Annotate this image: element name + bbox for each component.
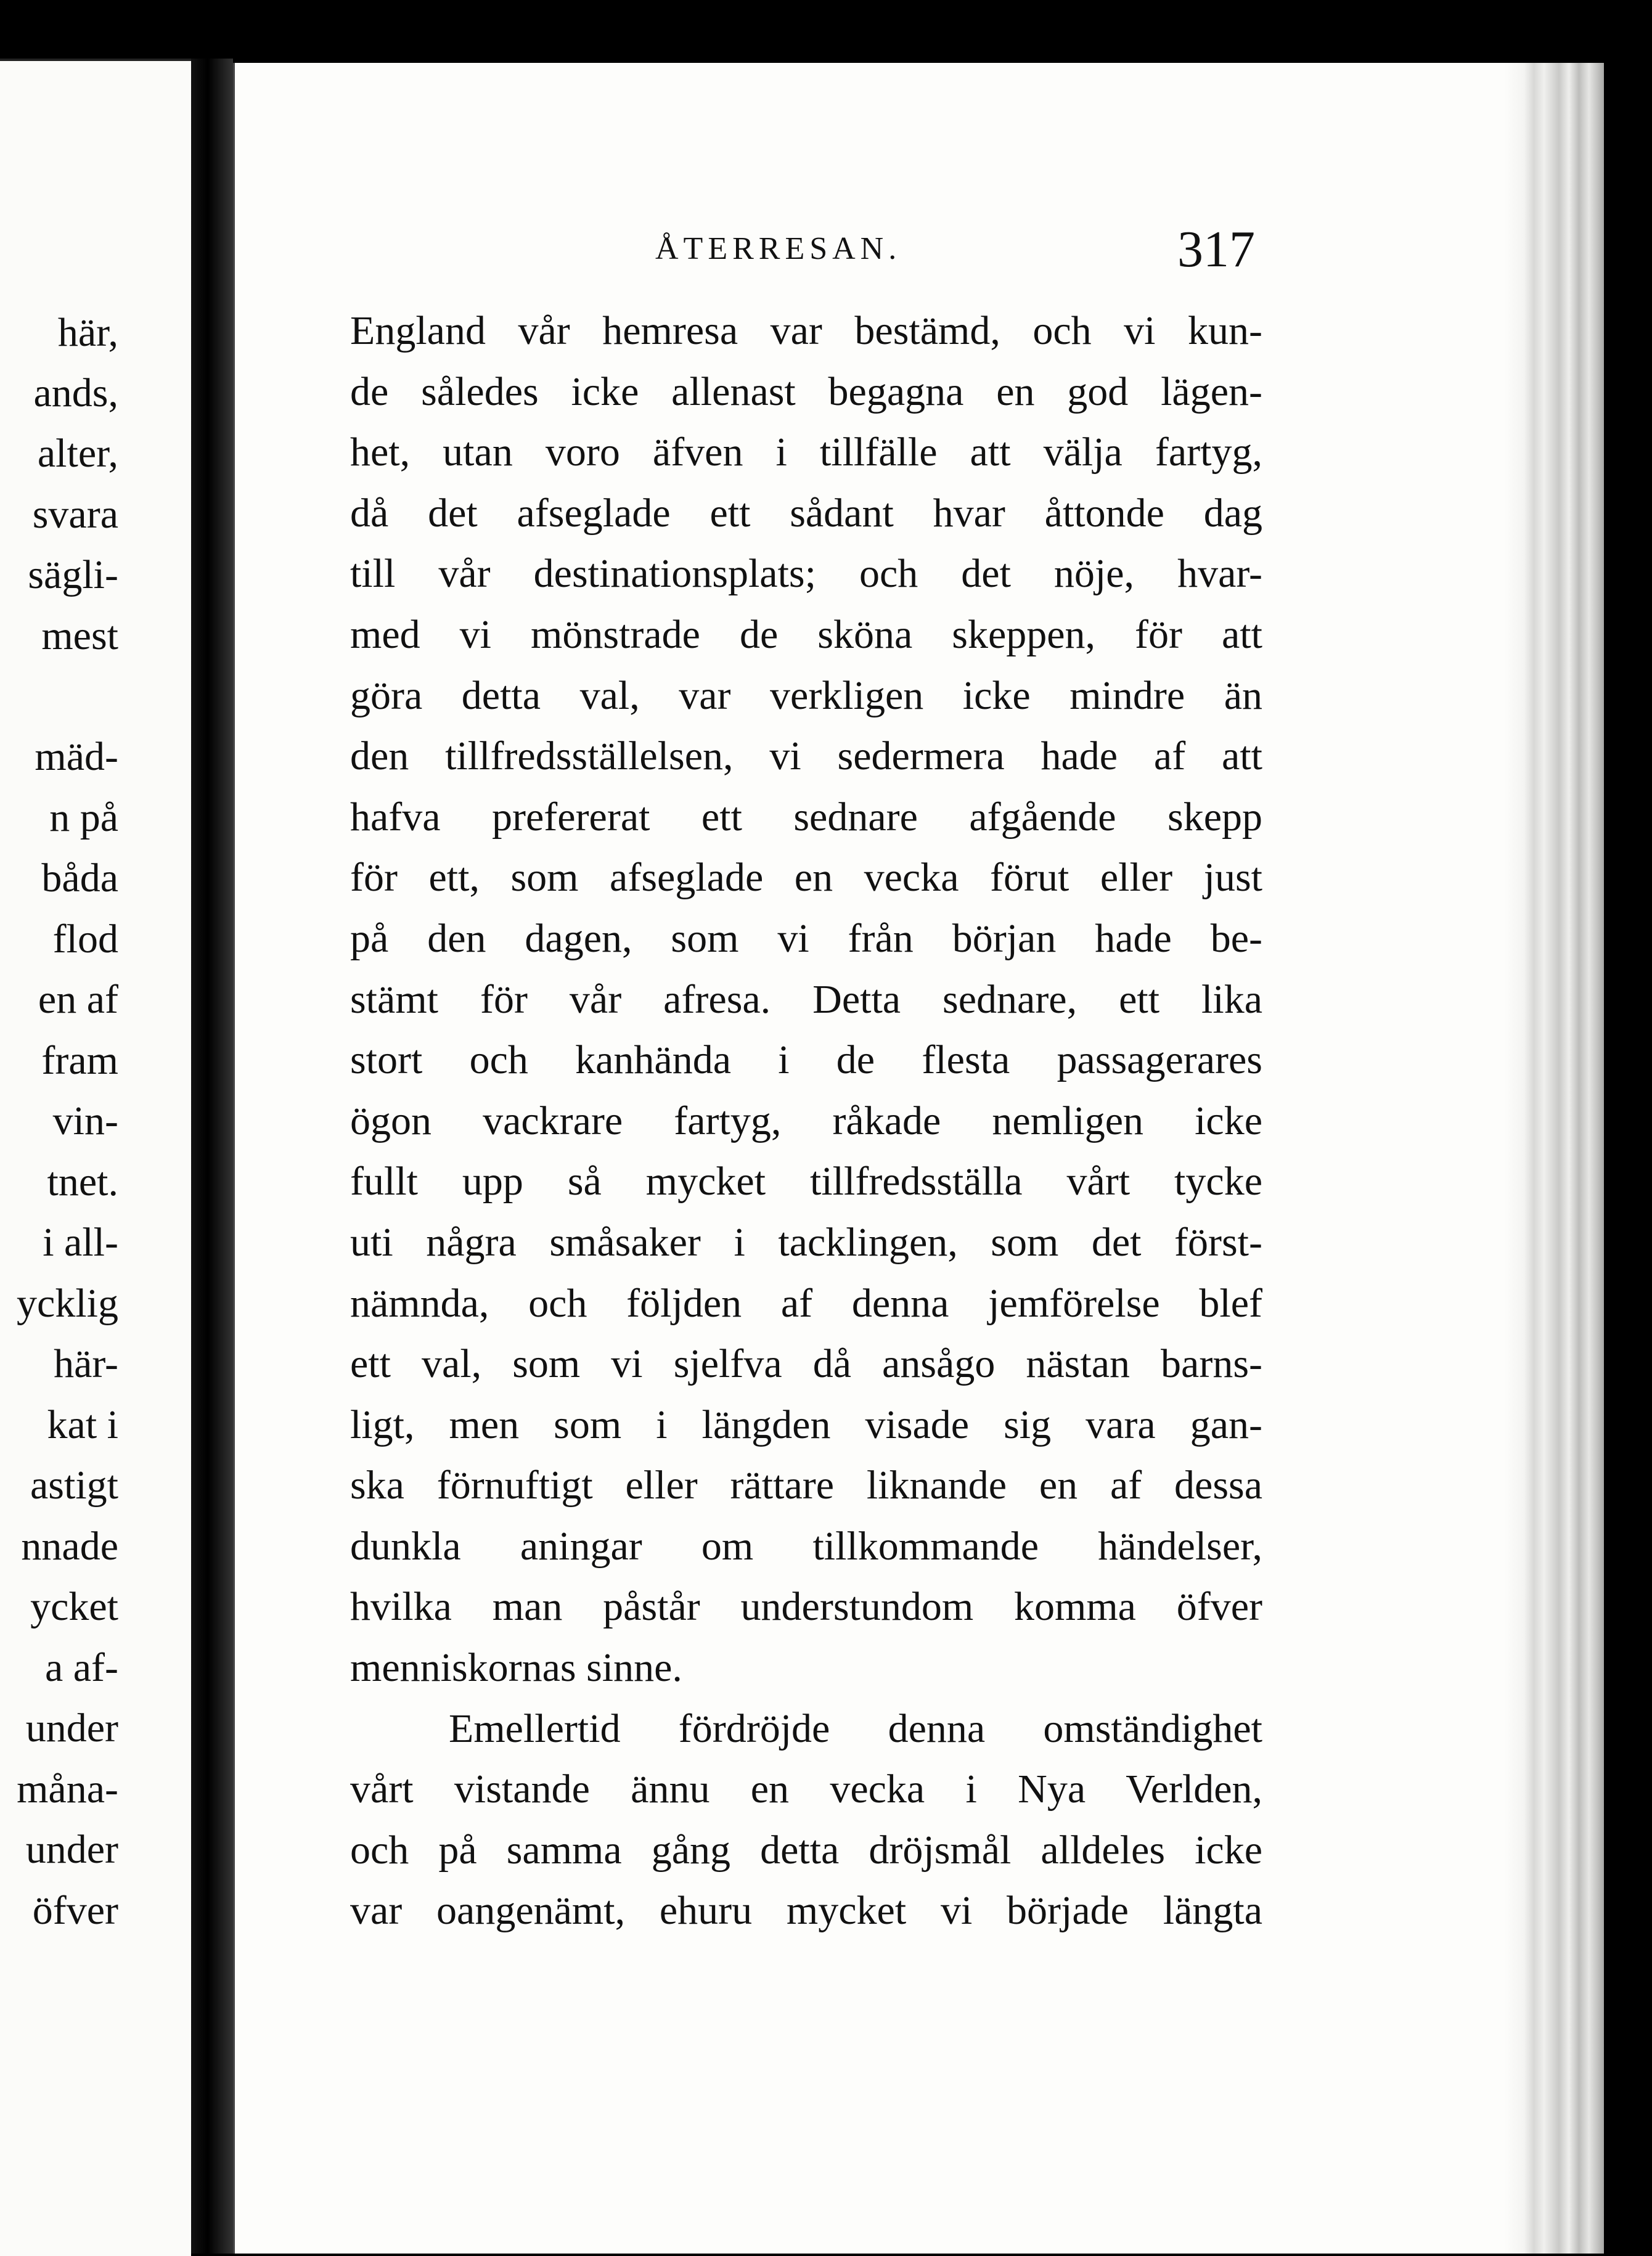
text-line: hafva prefererat ett sednare afgående skepp <box>350 794 1262 840</box>
text-line: till vår destinationsplats; och det nöje, hvar- <box>350 551 1262 597</box>
text-line: den tillfredsställelsen, vi sedermera hade af att <box>350 734 1262 779</box>
text-line: dunkla aningar om tillkommande händelser, <box>350 1523 1262 1569</box>
running-head: ÅTERRESAN. <box>655 231 902 266</box>
left-fragment: vin- <box>52 1098 118 1143</box>
left-fragment: en af <box>38 977 118 1022</box>
left-fragment: ycket <box>30 1584 118 1629</box>
text-line: vårt vistande ännu en vecka i Nya Verlden, <box>350 1767 1262 1812</box>
page-edges <box>1504 63 1604 2254</box>
page-number: 317 <box>1177 221 1255 278</box>
left-fragment: mest <box>41 613 118 658</box>
text-line: göra detta val, var verkligen icke mindre än <box>350 672 1262 718</box>
left-fragment: måna- <box>17 1767 118 1812</box>
left-fragment: mäd- <box>35 734 118 779</box>
text-line: Emellertid fördröjde denna omständighet <box>449 1706 1262 1751</box>
left-fragment: alter, <box>37 431 118 476</box>
text-line: för ett, som afseglade en vecka förut eller just <box>350 855 1262 901</box>
left-fragment: i all- <box>43 1220 118 1265</box>
text-line: och på samma gång detta dröjsmål alldeles icke <box>350 1827 1262 1873</box>
text-line: ska förnuftigt eller rättare liknande en af dessa <box>350 1463 1262 1508</box>
text-line: het, utan voro äfven i tillfälle att välja fartyg, <box>350 430 1262 475</box>
left-fragment: öfver <box>32 1888 118 1933</box>
left-fragment: astigt <box>30 1463 118 1508</box>
left-fragment: a af- <box>44 1645 118 1690</box>
text-line: uti några småsaker i tacklingen, som det först- <box>350 1219 1262 1265</box>
text-line: de således icke allenast begagna en god lägen- <box>350 369 1262 414</box>
left-fragment: under <box>25 1827 118 1872</box>
text-line: England vår hemresa var bestämd, och vi kun- <box>350 308 1262 353</box>
left-fragment: tnet. <box>47 1159 118 1204</box>
left-fragment: kat i <box>47 1402 118 1447</box>
left-fragment: båda <box>41 856 118 901</box>
text-line: stämt för vår afresa. Detta sednare, ett lika <box>350 976 1262 1022</box>
left-fragment: flod <box>52 917 118 962</box>
text-line: ögon vackrare fartyg, råkade nemligen icke <box>350 1098 1262 1143</box>
text-line: fullt upp så mycket tillfredsställa vårt tycke <box>350 1159 1262 1204</box>
left-fragment: ands, <box>33 370 118 415</box>
text-line: på den dagen, som vi från början hade be- <box>350 915 1262 961</box>
book-gutter <box>191 59 233 2254</box>
text-line: då det afseglade ett sådant hvar åttonde dag <box>350 490 1262 536</box>
body-text <box>350 301 1262 1942</box>
text-line: stort och kanhända i de flesta passagerares <box>350 1037 1262 1083</box>
text-line: med vi mönstrade de sköna skeppen, för att <box>350 611 1262 657</box>
left-fragment: sägli- <box>28 552 118 597</box>
text-line: hvilka man påstår understundom komma öfver <box>350 1584 1262 1630</box>
text-line: ett val, som vi sjelfva då ansågo nästan barns- <box>350 1341 1262 1387</box>
left-fragment: här, <box>57 310 118 355</box>
left-fragment: här- <box>54 1341 118 1386</box>
text-line: ligt, men som i längden visade sig vara gan- <box>350 1402 1262 1447</box>
left-fragment: under <box>25 1706 118 1751</box>
left-fragment: ycklig <box>17 1281 118 1326</box>
text-line: var oangenämt, ehuru mycket vi började längta <box>350 1888 1262 1934</box>
text-line: nämnda, och följden af denna jemförelse blef <box>350 1280 1262 1326</box>
left-fragment: nnade <box>21 1524 118 1569</box>
text-line: menniskornas sinne. <box>350 1645 682 1691</box>
scan-border <box>1604 63 1652 2254</box>
left-fragment: svara <box>32 492 118 537</box>
facing-page-left <box>0 59 191 2256</box>
left-fragment: n på <box>49 795 118 840</box>
left-fragment: fram <box>41 1038 118 1083</box>
